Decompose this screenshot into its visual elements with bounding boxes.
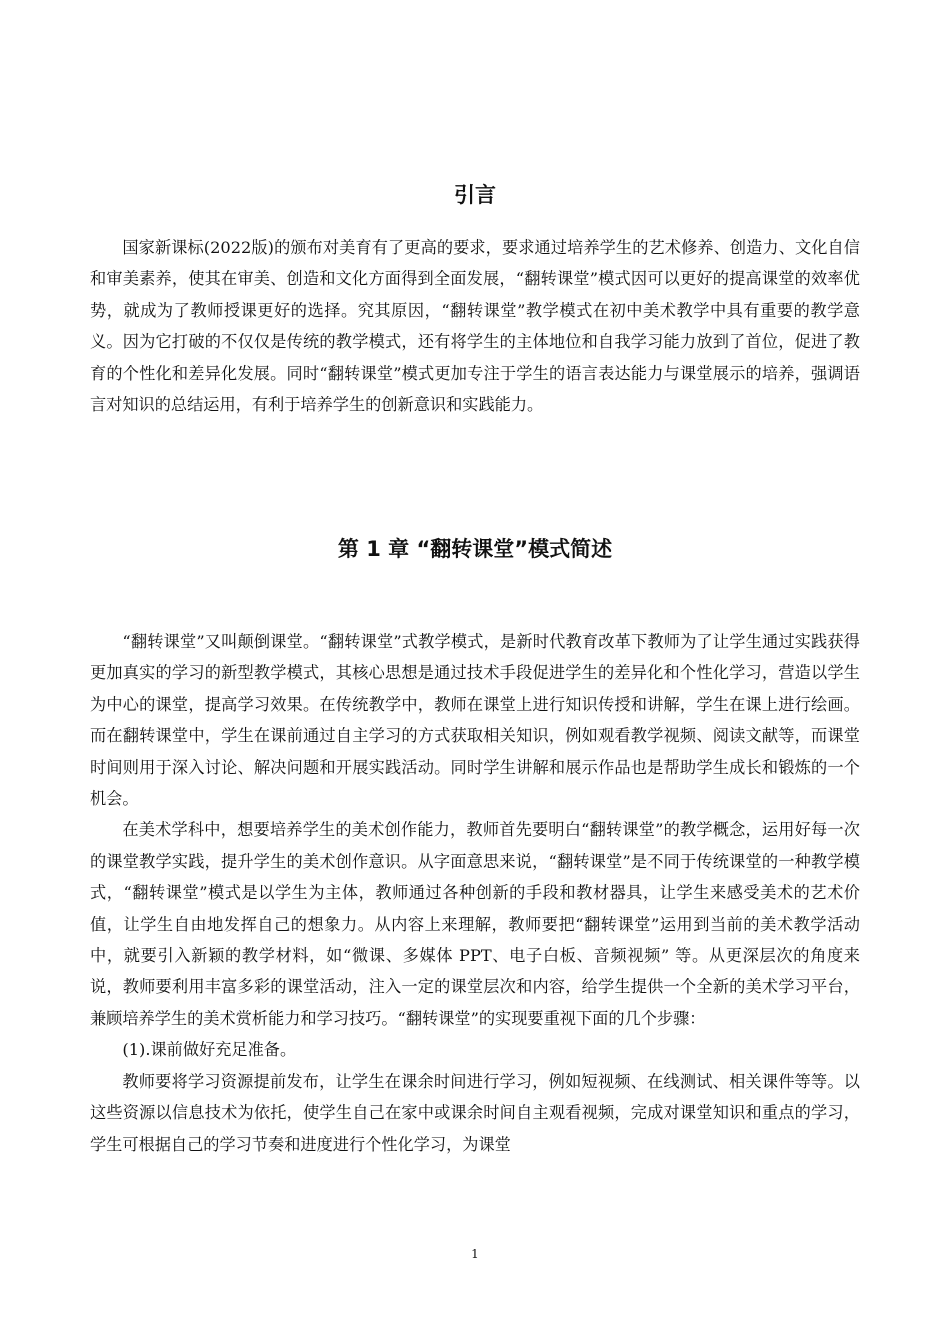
chapter-1-paragraph: 教师要将学习资源提前发布，让学生在课余时间进行学习，例如短视频、在线测试、相关课件等等。以这些资源以信息技术为依托，使学生自己在家中或课余时间自主观看视频，完成对课堂知识和重点的学习，学生可根据自己的学习节奏和进度进行个性化学习，为课堂 (90, 1071, 860, 1154)
chapter-1-paragraph: “翻转课堂”又叫颠倒课堂。“翻转课堂”式教学模式，是新时代教育改革下教师为了让学生通过实践获得更加真实的学习的新型教学模式，其核心思想是通过技术手段促进学生的差异化和个性化学习，营造以学生为中心的课堂，提高学习效果。在传统教学中，教师在课堂上进行知识传授和讲解，学生在课上进行绘画。而在翻转课堂中，学生在课前通过自主学习的方式获取相关知识，例如观看教学视频、阅读文献等，而课堂时间则用于深入讨论、解决问题和开展实践活动。同时学生讲解和展示作品也是帮助学生成长和锻炼的一个机会。 (90, 632, 860, 809)
page-number: 1 (471, 1247, 479, 1261)
chapter-1-heading: 第 1 章 “翻转课堂”模式简述 (337, 537, 613, 561)
intro-body (90, 232, 860, 420)
intro-heading: 引言 (454, 183, 496, 207)
chapter-1-body (90, 626, 860, 1160)
intro-paragraph: 国家新课标(2022版)的颁布对美育有了更高的要求，要求通过培养学生的艺术修养、创造力、文化自信和审美素养，使其在审美、创造和文化方面得到全面发展，“翻转课堂”模式因可以更好的提高课堂的效率优势，就成为了教师授课更好的选择。究其原因，“翻转课堂”教学模式在初中美术教学中具有重要的教学意义。因为它打破的不仅仅是传统的教学模式，还有将学生的主体地位和自我学习能力放到了首位，促进了教育的个性化和差异化发展。同时“翻转课堂”模式更加专注于学生的语言表达能力与课堂展示的培养，强调语言对知识的总结运用，有利于培养学生的创新意识和实践能力。 (90, 238, 860, 415)
chapter-1-paragraph: 在美术学科中，想要培养学生的美术创作能力，教师首先要明白“翻转课堂”的教学概念，运用好每一次的课堂教学实践，提升学生的美术创作意识。从字面意思来说，“翻转课堂”是不同于传统课堂的一种教学模式，“翻转课堂”模式是以学生为主体，教师通过各种创新的手段和教材器具，让学生来感受美术的艺术价值，让学生自由地发挥自己的想象力。从内容上来理解，教师要把“翻转课堂”运用到当前的美术教学活动中，就要引入新颖的教学材料，如“微课、多媒体 PPT、电子白板、音频视频” 等。从更深层次的角度来说，教师要利用丰富多彩的课堂活动，注入一定的课堂层次和内容，给学生提供一个全新的美术学习平台，兼顾培养学生的美术赏析能力和学习技巧。“翻转课堂”的实现要重视下面的几个步骤： (90, 820, 860, 1028)
chapter-1-paragraph: (1).课前做好充足准备。 (122, 1040, 297, 1060)
